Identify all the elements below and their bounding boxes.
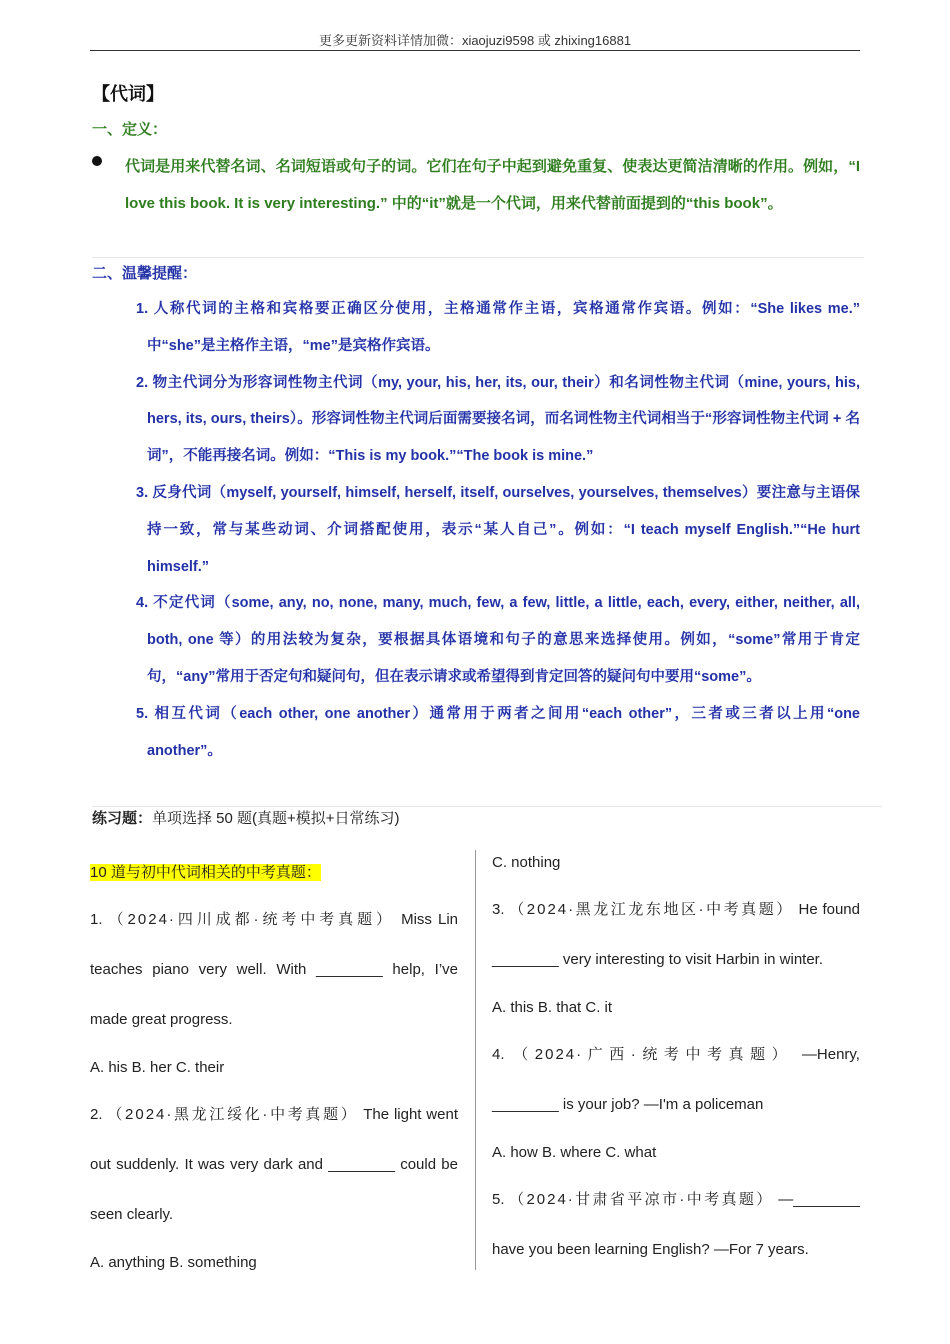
header-divider — [90, 50, 860, 51]
question-4 — [492, 1030, 860, 1130]
page-title: 【代词】 — [92, 84, 164, 104]
definition-heading: 一、定义： — [92, 121, 168, 138]
practice-label: 练习题： — [92, 810, 153, 827]
question-text: He found ________ very interesting to visit Harbin in winter. — [492, 901, 860, 968]
question-4-options: A. how B. where C. what — [492, 1144, 657, 1161]
definition-text: 代词是用来代替名词、名词短语或句子的词。它们在句子中起到避免重复、使表达更简洁清晰的作用。例如，“I love this book. It is very interesting.” 中的“it”就是一个代词，用来代替前面提到的“this book”。 — [125, 158, 860, 212]
practice-heading — [92, 807, 400, 828]
question-source: （2024·黑龙江绥化·中考真题） — [107, 1106, 359, 1123]
tip-item: 4. 不定代词（some, any, no, none, many, much, few, a few, little, a little, each, every, either, neither, all, both, one 等）的用法较为复杂，要根据具体语境和句子的意思来选择使用。例如，“some”常用于肯定句，“any”常用于否定句和疑问句，但在表示请求或希望得到肯定回答的疑问句中要用“some”。 — [136, 595, 860, 685]
practice-description: 单项选择 50 题(真题+模拟+日常练习) — [152, 810, 400, 827]
question-3-options: A. this B. that C. it — [492, 999, 613, 1016]
question-source: （2024·四川成都·统考中考真题） — [108, 911, 395, 928]
question-number: 4. — [492, 1046, 505, 1063]
right-column — [492, 840, 860, 1275]
question-2-options: A. anything B. something — [90, 1254, 257, 1271]
question-number: 3. — [492, 901, 505, 918]
question-source: （2024·广西·统考中考真题） — [513, 1046, 794, 1063]
question-text: The light went out suddenly. It was very dark and ________ could be seen clearly. — [90, 1106, 458, 1223]
question-text: —Henry, ________ is your job? —I'm a policeman — [492, 1046, 860, 1113]
left-column — [90, 850, 458, 1285]
question-text: —________ have you been learning English? —For 7 years. — [492, 1191, 860, 1258]
question-5 — [492, 1175, 860, 1275]
question-1 — [90, 895, 458, 1045]
tip-item: 3. 反身代词（myself, yourself, himself, herself, itself, ourselves, yourselves, themselves）要注意与主语保持一致，常与某些动词、介词搭配使用，表示“某人自己”。例如：“I teach myself English.”“He hurt himself.” — [136, 484, 860, 575]
question-2 — [90, 1090, 458, 1240]
tip-item: 5. 相互代词（each other, one another）通常用于两者之间用“each other”，三者或三者以上用“one another”。 — [136, 705, 860, 759]
question-2-options-cont: C. nothing — [492, 854, 561, 871]
tip-item: 1. 人称代词的主格和宾格要正确区分使用，主格通常作主语，宾格通常作宾语。例如：“She likes me.” 中“she”是主格作主语，“me”是宾格作宾语。 — [136, 301, 860, 354]
page-header: 更多更新资料详情加微：xiaojuzi9598 或 zhixing16881 — [318, 33, 632, 48]
bullet-icon — [92, 156, 102, 166]
question-number: 2. — [90, 1106, 103, 1123]
question-number: 1. — [90, 911, 103, 928]
question-text: Miss Lin teaches piano very well. With ________ help, I’ve made great progress. — [90, 911, 459, 1028]
section-title — [90, 850, 458, 895]
tips-list — [136, 291, 860, 769]
question-number: 5. — [492, 1191, 505, 1208]
question-3 — [492, 885, 860, 985]
question-source: （2024·甘肃省平凉市·中考真题） — [509, 1191, 774, 1208]
question-source: （2024·黑龙江龙东地区·中考真题） — [509, 901, 794, 918]
section-divider — [92, 257, 864, 258]
tip-item: 2. 物主代词分为形容词性物主代词（my, your, his, her, its, our, their）和名词性物主代词（mine, yours, his, hers, its, ours, theirs）。形容词性物主代词后面需要接名词，而名词性物主代词相当于“形容词性物主代词 + 名词”，不能再接名词。例如：“This is my book.”“The book is mine.” — [136, 374, 860, 465]
column-divider — [475, 850, 476, 1270]
tips-heading: 二、温馨提醒： — [92, 265, 198, 282]
highlighted-title: 10 道与初中代词相关的中考真题： — [90, 864, 321, 881]
definition-block — [92, 148, 860, 222]
question-1-options: A. his B. her C. their — [90, 1059, 225, 1076]
